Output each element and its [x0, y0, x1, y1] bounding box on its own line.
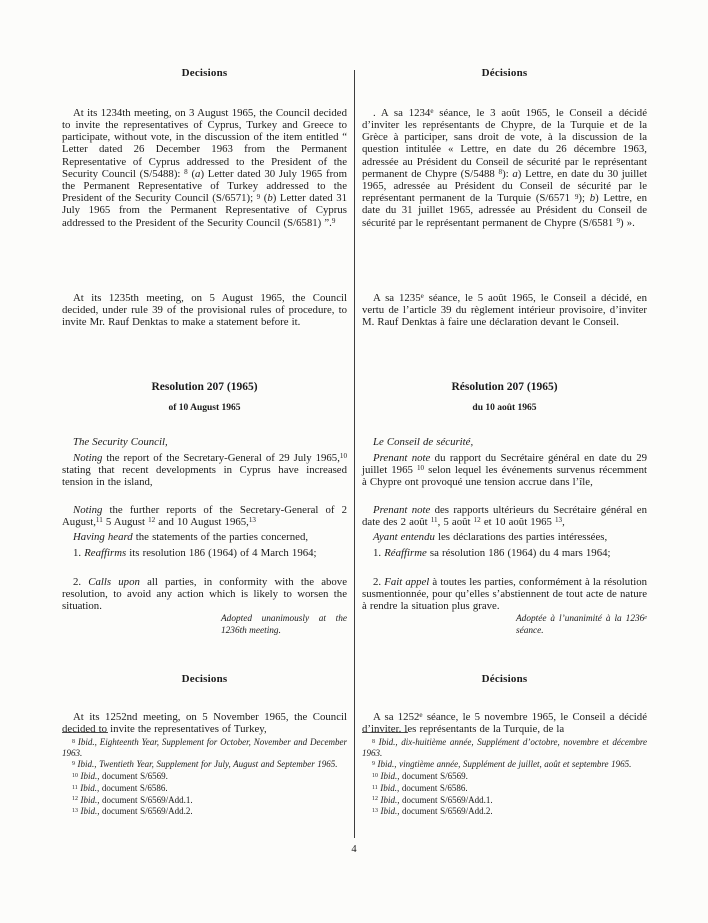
- footnote-11-en: $^{11}$ Ibid., document S/6586.: [72, 782, 168, 793]
- decisions-heading-en: Decisions: [181, 67, 228, 79]
- meeting-1235-paragraph-en: At its 1235th meeting, on 5 August 1965, the Council decided, under rule 39 of the provisional rules of procedure, to invite Mr. Rauf Denktas to make a statement before it.: [62, 291, 347, 329]
- footnote-13-en: $^{13}$ Ibid., document S/6569/Add.2.: [72, 806, 193, 817]
- adoption-note-fr: Adoptée à l’unanimité à la 1236e séance.: [516, 614, 647, 636]
- footnote-9-en: $^9$ Ibid., Twentieth Year, Supplement for July, August and September 1965.: [72, 759, 338, 770]
- column-french: [362, 0, 647, 923]
- footnote-10-en: $^{10}$ Ibid., document S/6569.: [72, 771, 168, 782]
- decisions-heading-2-fr: Décisions: [481, 673, 528, 685]
- footnote-11-fr: $^{11}$ Ibid., document S/6586.: [372, 782, 468, 793]
- footnote-8-en: $^8$ Ibid., Eighteenth Year, Supplement for October, November and December 1963.: [62, 737, 347, 758]
- adoption-note-en: Adopted unanimously at the 1236th meeting.: [221, 614, 347, 636]
- resolution-207-date-en: of 10 August 1965: [168, 403, 241, 413]
- footnote-8-fr: $^8$ Ibid., dix-huitième année, Supplément d’octobre, novembre et décembre 1963.: [362, 737, 647, 758]
- footnote-10-fr: $^{10}$ Ibid., document S/6569.: [372, 771, 468, 782]
- footnote-rule-en: [62, 732, 108, 733]
- footnote-13-fr: $^{13}$ Ibid., document S/6569/Add.2.: [372, 806, 493, 817]
- footnotes-en: [62, 737, 347, 818]
- preamble-having-heard-en: Having heard the statements of the parties concerned,: [73, 530, 309, 543]
- column-divider-rule: [354, 70, 355, 838]
- resolution-207-title-fr: Résolution 207 (1965): [451, 381, 558, 393]
- page-number: 4: [351, 844, 357, 855]
- preamble-noting-2-en: Noting the further reports of the Secretary-General of 2 August,$^{11}$ 5 August $^{12}$ and 10 August 1965,13: [62, 503, 347, 528]
- footnote-9-fr: $^9$ Ibid., vingtième année, Supplément de juillet, août et septembre 1965.: [372, 759, 632, 770]
- operative-paragraph-2-fr: 2. Fait appel à toutes les parties, conformément à la résolution susmentionnée, pour qu’elles s’abstiennent de tout acte de nature à rendre la situation plus grave.: [362, 575, 647, 613]
- preamble-having-heard-fr: Ayant entendu les déclarations des parties intéressées,: [373, 530, 608, 543]
- meeting-1234-paragraph-en: At its 1234th meeting, on 3 August 1965, the Council decided to invite the representatives of Cyprus, Turkey and Greece to participate, without vote, in the discussion of the item entitled “ Letter dated 26 December 1963 from the Permanent Representative of Cyprus addressed to the President of the Security Council (S/5488): $^8$ (a) Letter dated 30 July 1965 from the Permanent Representative of Turkey addressed to the President of the Security Council (S/6571); $^9$ (b) Letter dated 31 July 1965 from the Permanent Representative of Cyprus addressed to the President of the Security Council (S/6581) ”.$^9$: [62, 106, 347, 229]
- footnotes-fr: [362, 737, 647, 818]
- resolution-207-date-fr: du 10 août 1965: [472, 403, 537, 413]
- preamble-council-fr: Le Conseil de sécurité,: [373, 435, 474, 448]
- operative-paragraph-2-en: 2. Calls upon all parties, in conformity with the above resolution, to avoid any action which is likely to worsen the situation.: [62, 575, 348, 613]
- preamble-noting-1-en: Noting the report of the Secretary-General of 29 July 1965,10 stating that recent developments in Cyprus have increased tension in the island,: [62, 451, 347, 489]
- footnote-12-fr: $^{12}$ Ibid., document S/6569/Add.1.: [372, 794, 493, 805]
- operative-paragraph-1-fr: 1. Réaffirme sa résolution 186 (1964) du 4 mars 1964;: [373, 546, 611, 559]
- preamble-noting-1-fr: Prenant note du rapport du Secrétaire général en date du 29 juillet 1965 $^{10}$ selon lequel les événements survenus récemment à Chypre ont provoqué une tension accrue dans l’île,: [362, 451, 648, 489]
- meeting-1234-paragraph-fr: . A sa 1234e séance, le 3 août 1965, le Conseil a décidé d’inviter les représentants de Chypre, de la Turquie et de la Grèce à participer, sans droit de vote, à la discussion de la question intitulée « Lettre, en date du 26 décembre 1963, adressée au Président du Conseil de sécurité par le représentant permanent de Chypre (S/5488 $^8$): a) Lettre, en date du 30 juillet 1965, adressée au Président du Conseil de sécurité par le représentant permanent de la Turquie (S/6571 $^9$); b) Lettre, en date du 31 juillet 1965, adressée au Président du Conseil de sécurité par le représentant permanent de Chypre (S/6581 $^9$) ».: [362, 106, 647, 229]
- meeting-1235-paragraph-fr: A sa 1235e séance, le 5 août 1965, le Conseil a décidé, en vertu de l’article 39 du règlement intérieur provisoire, d’inviter M. Rauf Denktas à faire une déclaration devant le Conseil.: [362, 291, 647, 329]
- decisions-heading-fr: Décisions: [481, 67, 528, 79]
- resolution-207-title-en: Resolution 207 (1965): [151, 381, 258, 393]
- operative-paragraph-1-en: 1. Reaffirms its resolution 186 (1964) of 4 March 1964;: [73, 546, 317, 559]
- column-english: [62, 0, 347, 923]
- meeting-1252-paragraph-en: At its 1252nd meeting, on 5 November 1965, the Council decided to invite the representatives of Turkey,: [62, 710, 347, 735]
- footnote-12-en: $^{12}$ Ibid., document S/6569/Add.1.: [72, 794, 193, 805]
- preamble-noting-2-fr: Prenant note des rapports ultérieurs du Secrétaire général en date des 2 août $^{11}$, 5 août $^{12}$ et 10 août 1965 $^{13}$,: [362, 503, 647, 528]
- preamble-council-en: The Security Council,: [73, 435, 168, 448]
- footnote-rule-fr: [362, 732, 408, 733]
- meeting-1252-paragraph-fr: A sa 1252e séance, le 5 novembre 1965, le Conseil a décidé d’inviter. les représentants de la Turquie, de la: [362, 710, 647, 735]
- decisions-heading-2-en: Decisions: [181, 673, 228, 685]
